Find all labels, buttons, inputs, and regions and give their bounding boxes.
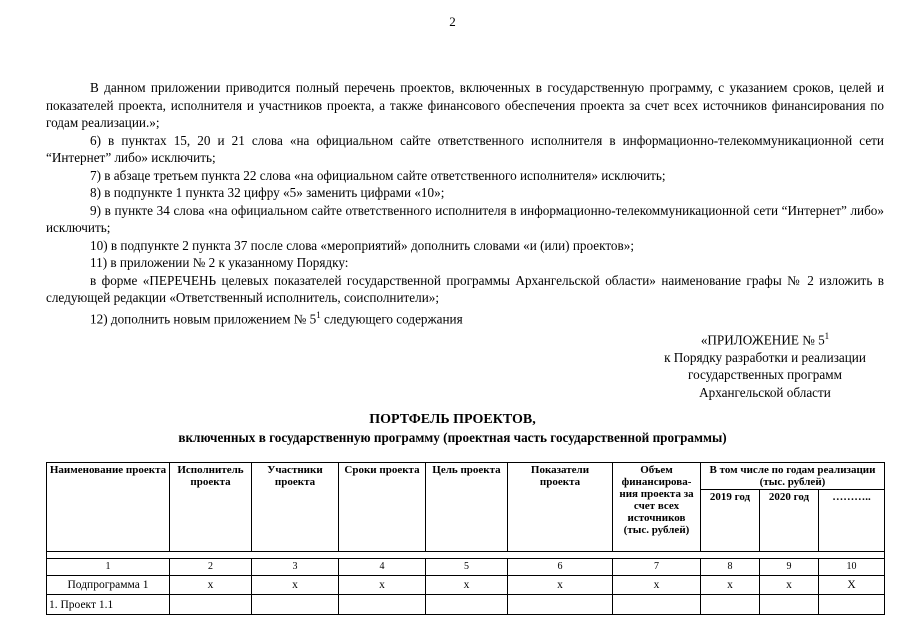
- header-name: Наименование проекта: [47, 463, 170, 552]
- appendix-line: Архангельской области: [699, 384, 831, 400]
- paragraph-12: 12) дополнить новым приложением № $5^1$ следующего содержания: [90, 309, 463, 326]
- header-participants: Участники проекта: [252, 463, 339, 552]
- header-indicators: Показатели проекта: [508, 463, 613, 552]
- table-row: Подпрограмма 1 х х х х х х х х Х: [47, 576, 885, 595]
- paragraph: 8) в подпункте 1 пункта 32 цифру «5» заменить цифрами «10»;: [90, 185, 445, 200]
- header-dots: ………..: [819, 490, 885, 552]
- paragraph: 11) в приложении № 2 к указанному Порядку:: [90, 255, 349, 270]
- header-2019: 2019 год: [701, 490, 760, 552]
- page-number: 2: [449, 14, 456, 29]
- header-years-group: В том числе по годам реализации (тыс. рублей): [701, 463, 885, 490]
- header-goal: Цель проекта: [426, 463, 508, 552]
- paragraph: в форме «ПЕРЕЧЕНЬ целевых показателей государственной программы Архангельской области» наименование графы № 2 изложить в следующей редакции «Ответственный исполнитель, соисполнители»;: [46, 272, 884, 305]
- header-2020: 2020 год: [760, 490, 819, 552]
- table-row: [47, 595, 885, 615]
- header-executor: Исполнитель проекта: [170, 463, 252, 552]
- header-terms: Сроки проекта: [339, 463, 426, 552]
- portfolio-subtitle: включенных в государственную программу (проектная часть государственной программы): [178, 430, 727, 445]
- appendix-heading: [600, 328, 905, 401]
- paragraph: 7) в абзаце третьем пункта 22 слова «на официальном сайте ответственного исполнителя» исключить;: [90, 167, 666, 183]
- paragraph: 9) в пункте 34 слова «на официальном сайте ответственного исполнителя в информационно-телекоммуникационной сети “Интернет” либо» исключить;: [46, 202, 884, 235]
- appendix-line: государственных программ: [688, 367, 842, 383]
- paragraph: 10) в подпункте 2 пункта 37 после слова «мероприятий» дополнить словами «и (или) проектов»;: [90, 237, 635, 253]
- appendix-line: «ПРИЛОЖЕНИЕ № $5^1$: [700, 331, 830, 348]
- appendix-line: к Порядку разработки и реализации: [664, 349, 866, 365]
- portfolio-table: [46, 462, 885, 615]
- portfolio-heading: [0, 411, 905, 447]
- header-volume: Объем финансирова-ния проекта за счет всех источников (тыс. рублей): [613, 463, 701, 552]
- portfolio-title: ПОРТФЕЛЬ ПРОЕКТОВ,: [369, 412, 536, 427]
- project-cell: 1. Проект 1.1: [47, 595, 170, 615]
- paragraph: В данном приложении приводится полный перечень проектов, включенных в государственную программу, с указанием сроков, целей и показателей проекта, исполнителя и участников проекта, а также финансового обеспечения проекта за счет всех источников финансирования по годам реализации.»;: [46, 80, 884, 130]
- column-numbers-row: 1 2 3 4 5 6 7 8 9 10: [47, 559, 885, 576]
- paragraph: 6) в пунктах 15, 20 и 21 слова «на официальном сайте ответственного исполнителя в информационно-телекоммуникационной сети “Интернет” либо» исключить;: [46, 132, 884, 165]
- body-text: [46, 79, 884, 327]
